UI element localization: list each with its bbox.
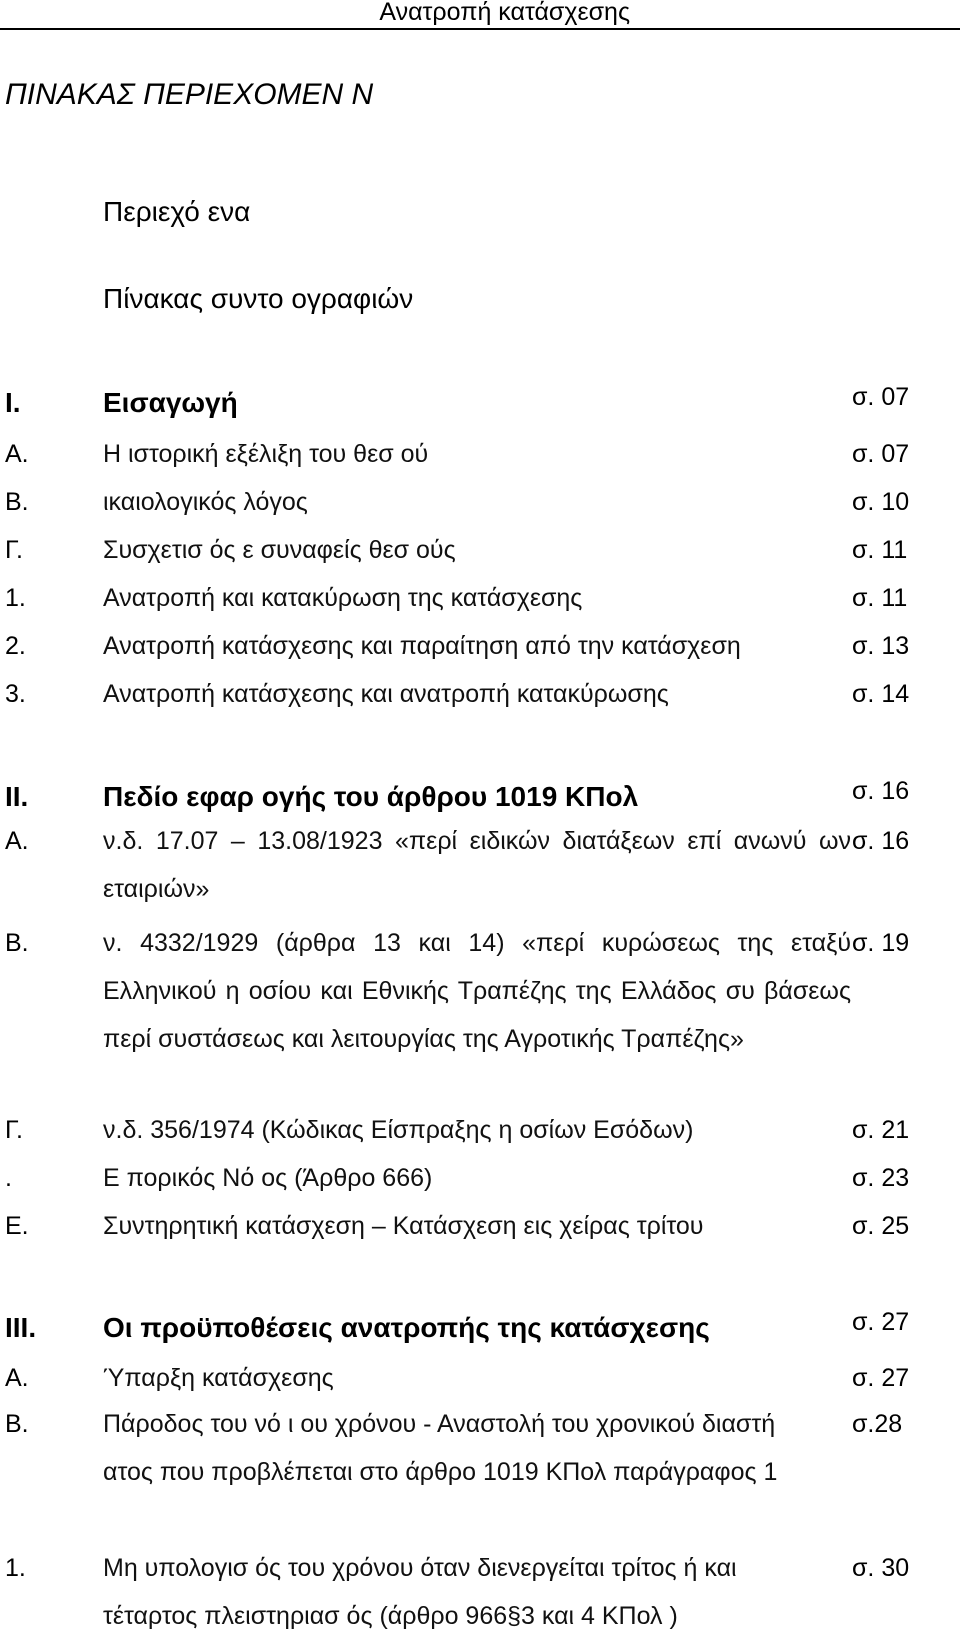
entry-text: Πάροδος του νό ι ου χρόνου - Αναστολή του χρονικού διαστή ατος που προβλέπεται στο άρθρο 1019 ΚΠολ παράγραφος 1 xyxy=(103,1410,778,1486)
entry-number: Α. xyxy=(5,827,29,855)
entry-number: Β. xyxy=(5,1410,29,1438)
entry-number: Β. xyxy=(5,929,29,957)
entry-number: Α. xyxy=(5,1364,29,1392)
entry-number: Γ. xyxy=(5,536,23,564)
entry-text: Ανατροπή και κατακύρωση της κατάσχεσης xyxy=(103,584,583,612)
page-ref: σ. 14 xyxy=(852,680,910,708)
page-ref: σ.28 xyxy=(852,1410,903,1438)
page-ref: σ. 19 xyxy=(852,929,910,957)
entry-number: 3. xyxy=(5,680,26,708)
header-rule xyxy=(0,28,960,30)
section-title: Οι προϋποθέσεις ανατροπής της κατάσχεσης xyxy=(103,1312,710,1343)
page-ref: σ. 27 xyxy=(852,1364,910,1392)
page-ref: σ. 13 xyxy=(852,632,910,660)
entry-number: Α. xyxy=(5,440,29,468)
page-ref: σ. 16 xyxy=(852,777,910,805)
section-title: Πεδίο εφαρ ογής του άρθρου 1019 ΚΠολ xyxy=(103,781,639,812)
entry-text: Μη υπολογισ ός του χρόνου όταν διενεργείται τρίτος ή και τέταρτος πλειστηριασ ός (άρθρο 966§3 και 4 ΚΠολ ) xyxy=(103,1554,737,1630)
entry-number: 1. xyxy=(5,584,26,612)
entry-text: Ύπαρξη κατάσχεσης xyxy=(103,1364,334,1392)
page-ref: σ. 07 xyxy=(852,383,910,411)
section-number: II. xyxy=(5,781,29,812)
entry-text: Η ιστορική εξέλιξη του θεσ ού xyxy=(103,440,429,468)
entry-text: ικαιολογικός λόγος xyxy=(103,488,308,516)
contents-label: Περιεχό ενα xyxy=(103,196,251,227)
entry-number: Γ. xyxy=(5,1116,23,1144)
entry-text: Ε πορικός Νό ος (Άρθρο 666) xyxy=(103,1164,433,1192)
entry-number: 1. xyxy=(5,1554,26,1582)
section-number: III. xyxy=(5,1312,37,1343)
entry-text: Συσχετισ ός ε συναφείς θεσ ούς xyxy=(103,536,456,564)
entry-text: Ανατροπή κατάσχεσης και ανατροπή κατακύρωσης xyxy=(103,680,669,708)
entry-text: ν.δ. 356/1974 (Κώδικας Είσπραξης η οσίων Εσόδων) xyxy=(103,1116,694,1144)
entry-number: Β. xyxy=(5,488,29,516)
section-title: Εισαγωγή xyxy=(103,387,238,418)
page-ref: σ. 23 xyxy=(852,1164,910,1192)
abbreviations-label: Πίνακας συντο ογραφιών xyxy=(103,283,414,314)
page-ref: σ. 11 xyxy=(852,584,908,612)
page-header xyxy=(0,0,960,30)
header-title: Ανατροπή κατάσχεσης xyxy=(379,0,630,26)
page-ref: σ. 25 xyxy=(852,1212,910,1240)
page-ref: σ. 30 xyxy=(852,1554,910,1582)
entry-text: Συντηρητική κατάσχεση – Κατάσχεση εις χείρας τρίτου xyxy=(103,1212,704,1240)
entry-text: ν.δ. 17.07 – 13.08/1923 «περί ειδικών διατάξεων επί ανωνύ ων εταιριών» xyxy=(103,827,851,903)
section-number: I. xyxy=(5,387,21,418)
document-title: ΠΙΝΑΚΑΣ ΠΕΡΙΕΧΟΜΕΝ Ν xyxy=(5,78,374,111)
entry-text: ν. 4332/1929 (άρθρα 13 και 14) «περί κυρώσεως της εταξύ Ελληνικού η οσίου και Εθνικής Τραπέζης της Ελλάδος συ βάσεως περί συστάσεως και λειτουργίας της Αγροτικής Τραπέζης» xyxy=(103,929,851,1053)
page-ref: σ. 21 xyxy=(852,1116,910,1144)
page-ref: σ. 16 xyxy=(852,827,910,855)
page-ref: σ. 11 xyxy=(852,536,908,564)
page-ref: σ. 10 xyxy=(852,488,910,516)
page-ref: σ. 07 xyxy=(852,440,910,468)
page-ref: σ. 27 xyxy=(852,1308,910,1336)
entry-text: Ανατροπή κατάσχεσης και παραίτηση από την κατάσχεση xyxy=(103,632,741,660)
entry-number: 2. xyxy=(5,632,26,660)
entry-number: . xyxy=(5,1164,12,1192)
entry-number: Ε. xyxy=(5,1212,29,1240)
